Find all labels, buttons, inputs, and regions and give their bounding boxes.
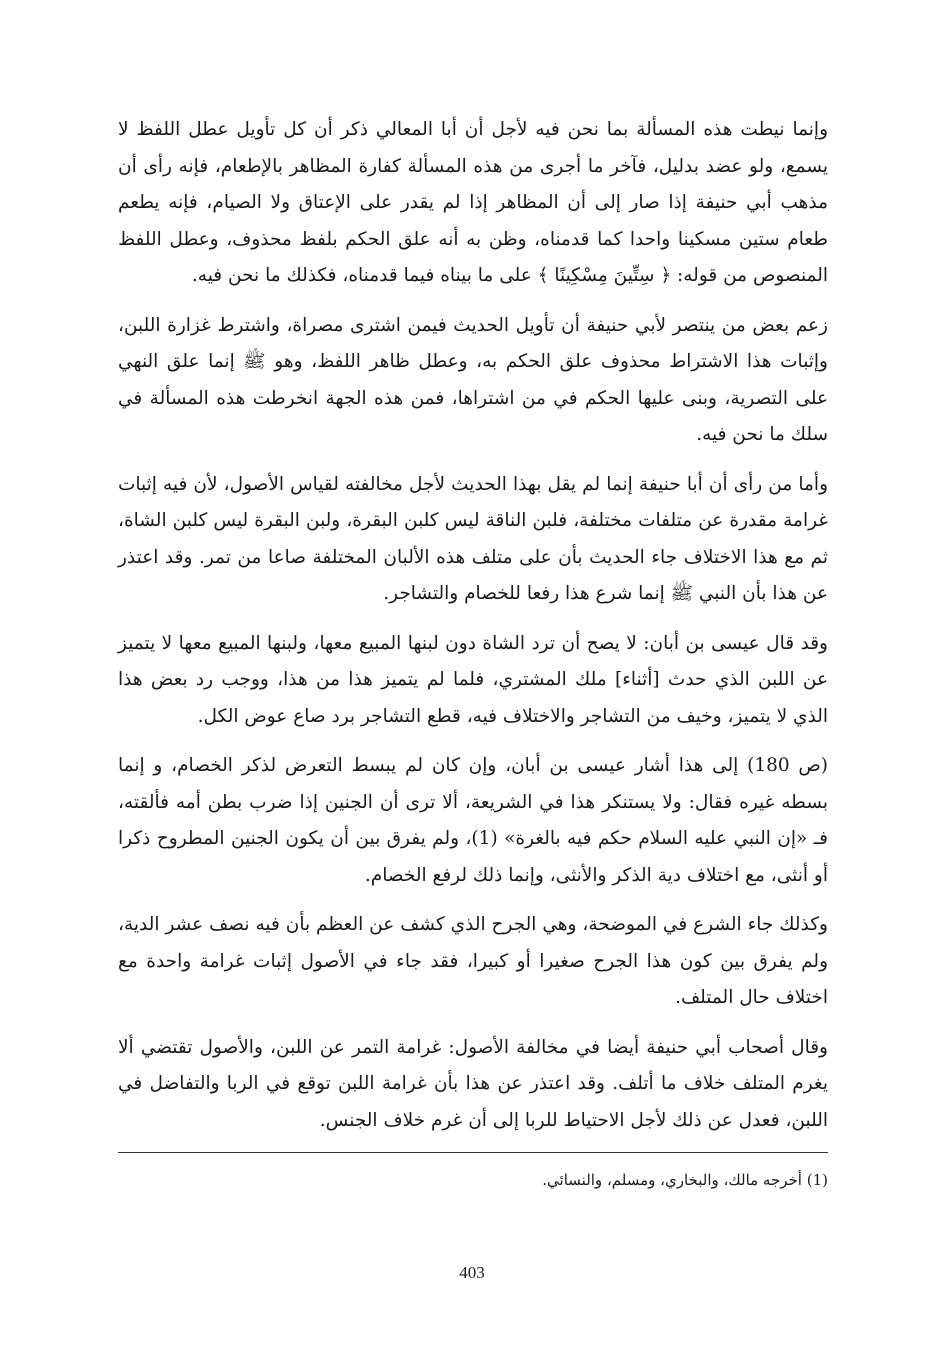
footnote-divider <box>118 1152 828 1153</box>
paragraph-2: زعم بعض من ينتصر لأبي حنيفة أن تأويل الحديث فيمن اشترى مصراة، واشترط غزارة اللبن، وإثبات هذا الاشتراط محذوف علق الحكم به، وعطل ظاهر اللفظ، وهو ﷺ إنما علق النهي على التصرية، وبنى عليها الحكم في من اشتراها، فمن هذه الجهة انخرطت هذه المسألة في سلك ما نحن فيه. <box>118 314 828 445</box>
footnote: (1) أخرجه مالك، والبخاري، ومسلم، والنسائي. <box>542 1171 828 1189</box>
paragraph-7: وقال أصحاب أبي حنيفة أيضا في مخالفة الأصول: غرامة التمر عن اللبن، والأصول تقتضي ألا يغرم المتلف خلاف ما أتلف. وقد اعتذر عن هذا بأن غرامة اللبن توقع في الربا والتفاضل في اللبن، فعدل عن ذلك لأجل الاحتياط للربا إلى أن غرم خلاف الجنس. <box>118 1036 828 1131</box>
page-body <box>118 112 828 1193</box>
page-number: 403 <box>459 1263 485 1282</box>
paragraph-3: وأما من رأى أن أبا حنيفة إنما لم يقل بهذا الحديث لأجل مخالفته لقياس الأصول، لأن فيه إثبات غرامة مقدرة عن متلفات مختلفة، فلبن الناقة ليس كلبن البقرة، ولبن البقرة ليس كلبن الشاة، ثم مع هذا الاختلاف جاء الحديث بأن على متلف هذه الألبان المختلفة صاعا من تمر. وقد اعتذر عن هذا بأن النبي ﷺ إنما شرع هذا رفعا للخصام والتشاجر. <box>118 473 828 604</box>
paragraph-1: وإنما نيطت هذه المسألة بما نحن فيه لأجل أن أبا المعالي ذكر أن كل تأويل عطل اللفظ لا يسمع، ولو عضد بدليل، فآخر ما أجرى من هذه المسألة كفارة المظاهر بالإطعام، فإنه رأى أن مذهب أبي حنيفة إذا صار إلى أن المظاهر إذا لم يقدر على الإعتاق ولا الصيام، فإنه يطعم طعام ستين مسكينا واحدا كما قدمناه، وظن به أنه علق الحكم بلفظ محذوف، وعطل اللفظ المنصوص من قوله: ﴿ سِتِّينَ مِسْكِينًا ﴾ على ما بيناه فيما قدمناه، فكذلك ما نحن فيه. <box>118 119 828 286</box>
paragraph-5: (ص 180) إلى هذا أشار عيسى بن أبان، وإن كان لم يبسط التعرض لذكر الخصام، و إنما بسطه غيره فقال: ولا يستنكر هذا في الشريعة، ألا ترى أن الجنين إذا ضرب بطن أمه فألقته، فـ «إن النبي عليه السلام حكم فيه بالغرة» (1)، ولم يفرق بين أن يكون الجنين المطروح ذكرا أو أنثى، مع اختلاف دية الذكر والأنثى، وإنما ذلك لرفع الخصام. <box>118 755 829 886</box>
paragraph-4: وقد قال عيسى بن أبان: لا يصح أن ترد الشاة دون لبنها المبيع معها، ولبنها المبيع معها لا يتميز عن اللبن الذي حدث [أثناء] ملك المشتري، فلما لم يتميز هذا من هذا، ووجب رد بعض هذا الذي لا يتميز، وخيف من التشاجر والاختلاف فيه، قطع التشاجر برد صاع عوض الكل. <box>118 632 828 727</box>
paragraph-6: وكذلك جاء الشرع في الموضحة، وهي الجرح الذي كشف عن العظم بأن فيه نصف عشر الدية، ولم يفرق بين كون هذا الجرح صغيرا أو كبيرا، فقد جاء في الأصول إثبات غرامة واحدة مع اختلاف حال المتلف. <box>118 914 828 1008</box>
